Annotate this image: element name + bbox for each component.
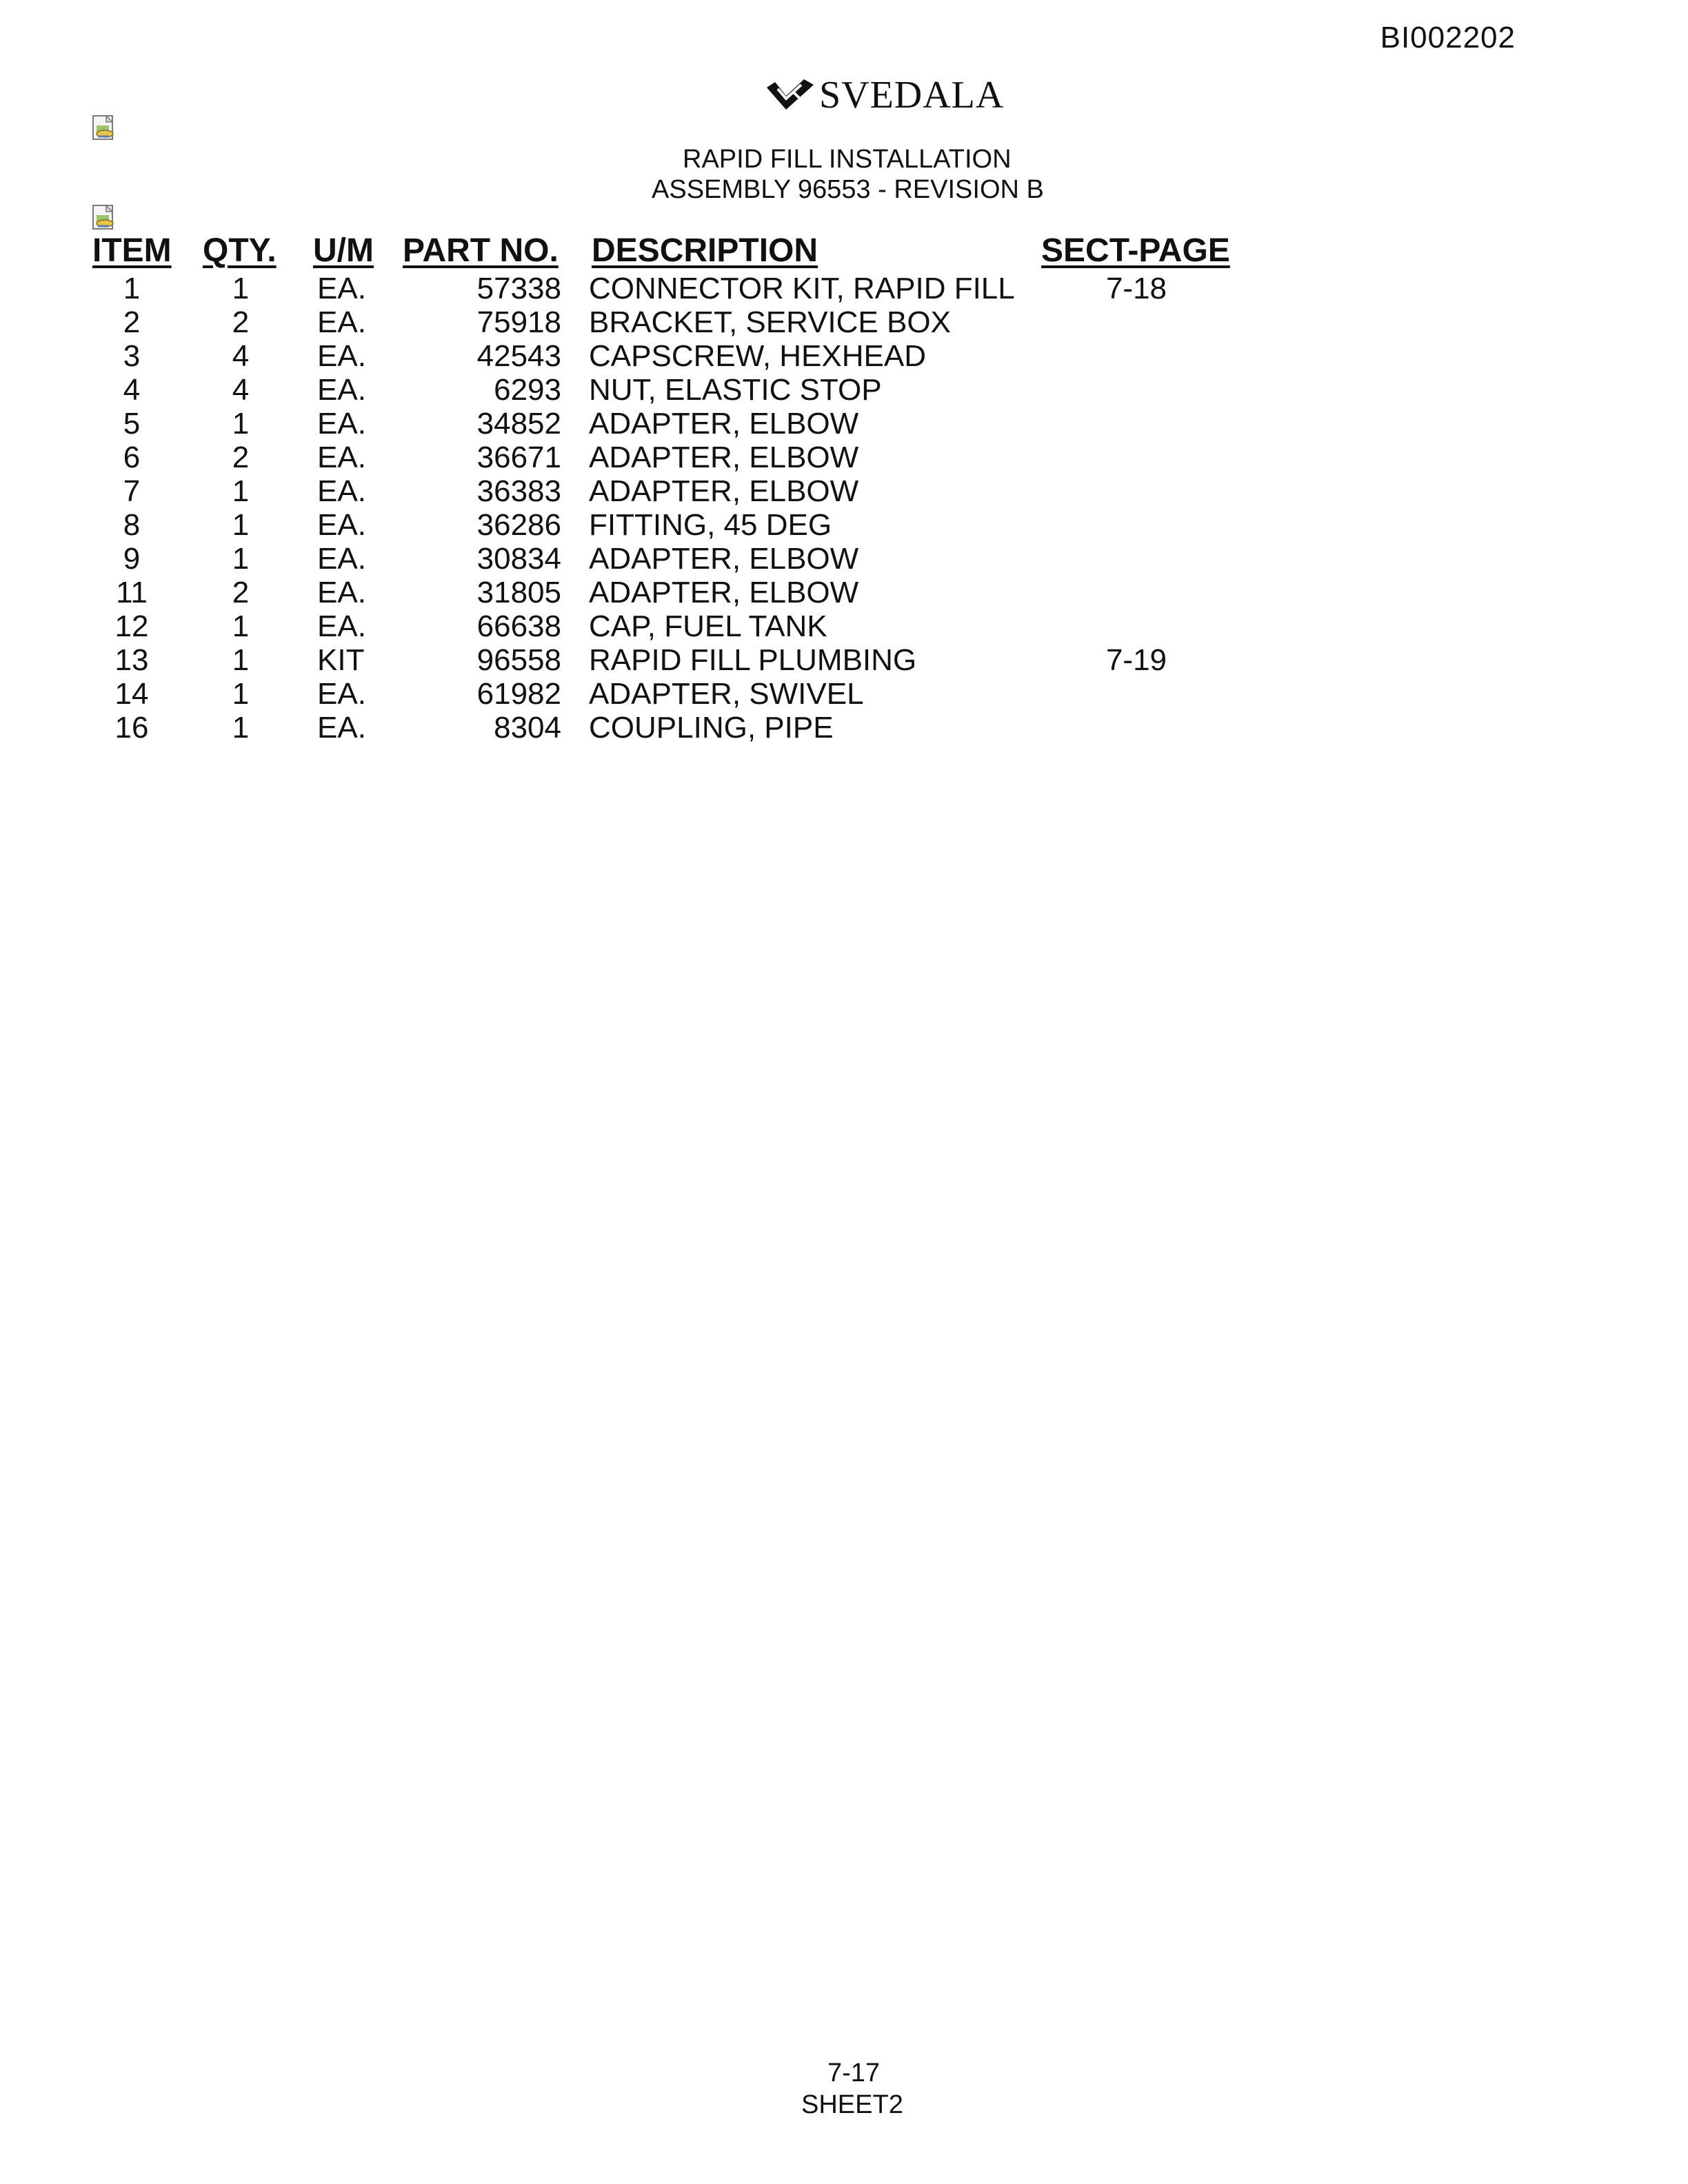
cell-item: 7 [123,474,141,508]
column-header-um: U/M [313,232,374,269]
column-header-description: DESCRIPTION [592,232,818,269]
cell-part-no: 36671 [476,441,561,474]
cell-um: EA. [317,305,366,339]
cell-item: 5 [123,407,141,441]
cell-description: ADAPTER, ELBOW [589,474,859,508]
cell-item: 11 [116,576,148,609]
cell-sect-page-link[interactable]: 7-19 [1105,643,1167,677]
column-header-item: ITEM [92,232,172,269]
cell-item: 13 [114,643,149,677]
cell-part-no: 66638 [476,609,561,643]
document-id: BI002202 [1380,21,1516,54]
cell-part-no: 36383 [476,474,561,508]
document-image-icon[interactable] [91,114,119,142]
cell-item: 6 [123,441,141,474]
cell-description: FITTING, 45 DEG [589,508,832,542]
cell-description: CAP, FUEL TANK [589,609,827,643]
cell-description: RAPID FILL PLUMBING [589,643,917,677]
cell-item: 4 [123,373,141,407]
cell-part-no: 36286 [476,508,561,542]
cell-qty: 1 [232,711,250,745]
logo-text: SVEDALA [819,74,1005,117]
cell-item: 8 [123,508,141,542]
cell-qty: 1 [232,643,250,677]
cell-description: NUT, ELASTIC STOP [589,373,882,407]
cell-description: ADAPTER, ELBOW [589,576,859,609]
cell-qty: 1 [232,407,250,441]
cell-item: 16 [114,711,149,745]
cell-item: 12 [114,609,149,643]
cell-description: ADAPTER, ELBOW [589,407,859,441]
svedala-logo [765,74,1004,116]
cell-um: EA. [317,508,366,542]
cell-um: EA. [317,373,366,407]
cell-item: 1 [123,272,141,305]
document-image-icon[interactable] [91,204,119,232]
cell-qty: 1 [232,474,250,508]
title-line-1: RAPID FILL INSTALLATION [683,145,1012,174]
cell-description: BRACKET, SERVICE BOX [589,305,951,339]
svedala-chevron-logo-icon [765,78,815,112]
cell-part-no: 6293 [494,373,561,407]
cell-sect-page-link[interactable]: 7-18 [1105,272,1167,305]
cell-description: COUPLING, PIPE [589,711,834,745]
column-header-qty: QTY. [203,232,277,269]
cell-um: EA. [317,576,366,609]
cell-um: EA. [317,711,366,745]
cell-qty: 1 [232,508,250,542]
cell-part-no: 61982 [476,677,561,711]
cell-part-no: 31805 [476,576,561,609]
cell-part-no: 30834 [476,542,561,576]
cell-qty: 2 [232,576,250,609]
cell-qty: 2 [232,441,250,474]
cell-part-no: 57338 [476,272,561,305]
cell-um: EA. [317,339,366,373]
cell-qty: 4 [232,339,250,373]
cell-description: CONNECTOR KIT, RAPID FILL [589,272,1015,305]
cell-qty: 2 [232,305,250,339]
footer-sheet-label: SHEET2 [801,2090,903,2119]
footer-page-number: 7-17 [827,2059,881,2087]
cell-description: CAPSCREW, HEXHEAD [589,339,926,373]
column-header-sect-page: SECT-PAGE [1041,232,1230,269]
cell-part-no: 8304 [494,711,561,745]
cell-qty: 1 [232,542,250,576]
cell-qty: 1 [232,609,250,643]
cell-item: 2 [123,305,141,339]
cell-part-no: 96558 [476,643,561,677]
cell-description: ADAPTER, ELBOW [589,542,859,576]
cell-part-no: 42543 [476,339,561,373]
cell-item: 9 [123,542,141,576]
title-line-2: ASSEMBLY 96553 - REVISION B [652,175,1044,204]
cell-um: EA. [317,609,366,643]
cell-qty: 4 [232,373,250,407]
cell-item: 3 [123,339,141,373]
cell-um: EA. [317,407,366,441]
cell-um: EA. [317,474,366,508]
cell-qty: 1 [232,677,250,711]
cell-um: EA. [317,441,366,474]
cell-item: 14 [114,677,149,711]
cell-part-no: 34852 [476,407,561,441]
cell-um: EA. [317,272,366,305]
cell-description: ADAPTER, ELBOW [589,441,859,474]
cell-um: EA. [317,677,366,711]
cell-description: ADAPTER, SWIVEL [589,677,864,711]
cell-part-no: 75918 [476,305,561,339]
cell-um: EA. [317,542,366,576]
cell-um: KIT [317,643,365,677]
column-header-part-no: PART NO. [403,232,559,269]
cell-qty: 1 [232,272,250,305]
